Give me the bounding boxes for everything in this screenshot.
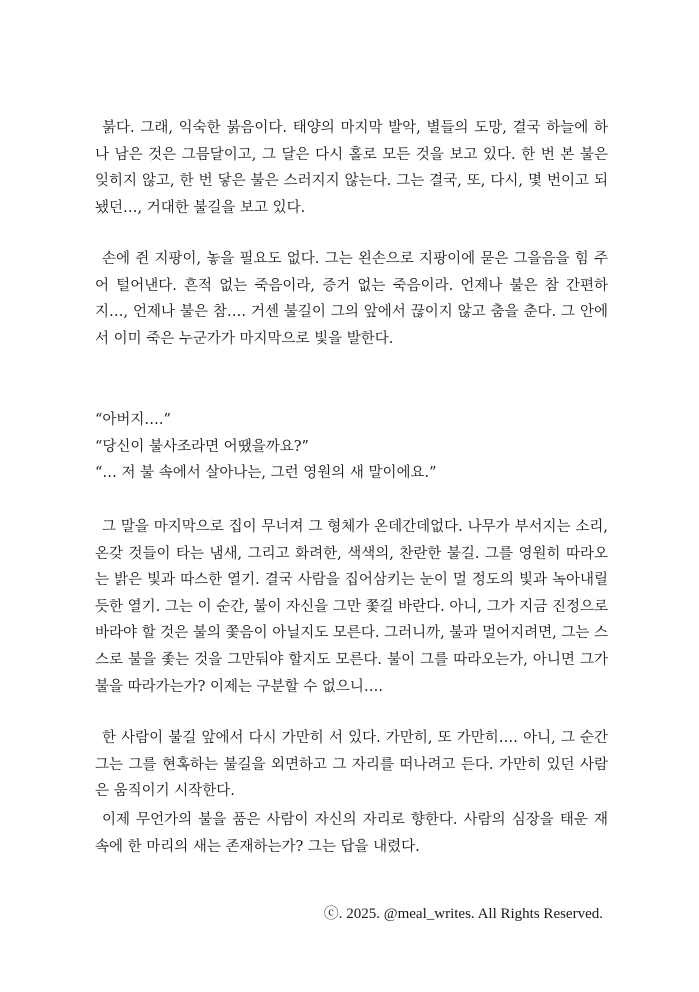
dialogue-line: “… 저 불 속에서 살아나는, 그런 영원의 새 말이에요.” bbox=[95, 465, 437, 482]
dialogue-line: “아버지….” bbox=[95, 412, 171, 428]
paragraph-5 bbox=[95, 807, 608, 860]
paragraph-1 bbox=[95, 115, 608, 221]
paragraph-4 bbox=[95, 725, 608, 805]
paragraph-text: 붉다. 그래, 익숙한 붉음이다. 태양의 마지막 발악, 별들의 도망, 결국 하늘에 하나 남은 것은 그믐달이고, 그 달은 다시 홀로 모든 것을 보고 있다. 한 번 본 불은 잊히지 않고, 한 번 닿은 불은 스러지지 않는다. 그는 결국, 또, 다시, 몇 번이고 되뇄던…, 거대한 불길을 보고 있다. bbox=[95, 120, 608, 216]
paragraph-text: 한 사람이 불길 앞에서 다시 가만히 서 있다. 가만히, 또 가만히…. 아니, 그 순간 그는 그를 현혹하는 불길을 외면하고 그 자리를 떠나려고 든다. 가만히 있던 사람은 움직이기 시작한다. bbox=[95, 730, 608, 800]
paragraph-text: 손에 쥔 지팡이, 놓을 필요도 없다. 그는 왼손으로 지팡이에 묻은 그을음을 힘 주어 털어낸다. 흔적 없는 죽음이라, 증거 없는 죽음이라. 언제나 불은 참 간편하지…, 언제나 불은 참…. 거센 불길이 그의 앞에서 끊이지 않고 춤을 춘다. 그 안에서 이미 죽은 누군가가 마지막으로 빛을 발한다. bbox=[95, 251, 608, 347]
dialogue-line: “당신이 불사조라면 어땠을까요?” bbox=[95, 438, 309, 455]
paragraph-text: 이제 무언가의 불을 품은 사람이 자신의 자리로 향한다. 사람의 심장을 태운 재 속에 한 마리의 새는 존재하는가? 그는 답을 내렸다. bbox=[95, 812, 608, 855]
paragraph-text: 그 말을 마지막으로 집이 무너져 그 형체가 온데간데없다. 나무가 부서지는 소리, 온갖 것들이 타는 냄새, 그리고 화려한, 색색의, 찬란한 불길. 그를 영원히 따라오는 밝은 빛과 따스한 열기. 결국 사람을 집어삼키는 눈이 멀 정도의 빛과 녹아내릴 듯한 열기. 그는 이 순간, 불이 자신을 그만 쫓길 바란다. 아니, 그가 지금 진정으로 바라야 할 것은 불의 쫓음이 아닐지도 모른다. 그러니까, 불과 멀어지려면, 그는 스스로 불을 좇는 것을 그만둬야 할지도 모른다. 불이 그를 따라오는가, 아니면 그가 불을 따라가는가? 이제는 구분할 수 없으니…. bbox=[95, 519, 608, 695]
paragraph-3 bbox=[95, 514, 608, 700]
paragraph-2 bbox=[95, 246, 608, 352]
dialogue-block bbox=[95, 407, 608, 487]
copyright-footer: ⓒ. 2025. @meal_writes. All Rights Reserved. bbox=[323, 906, 603, 922]
